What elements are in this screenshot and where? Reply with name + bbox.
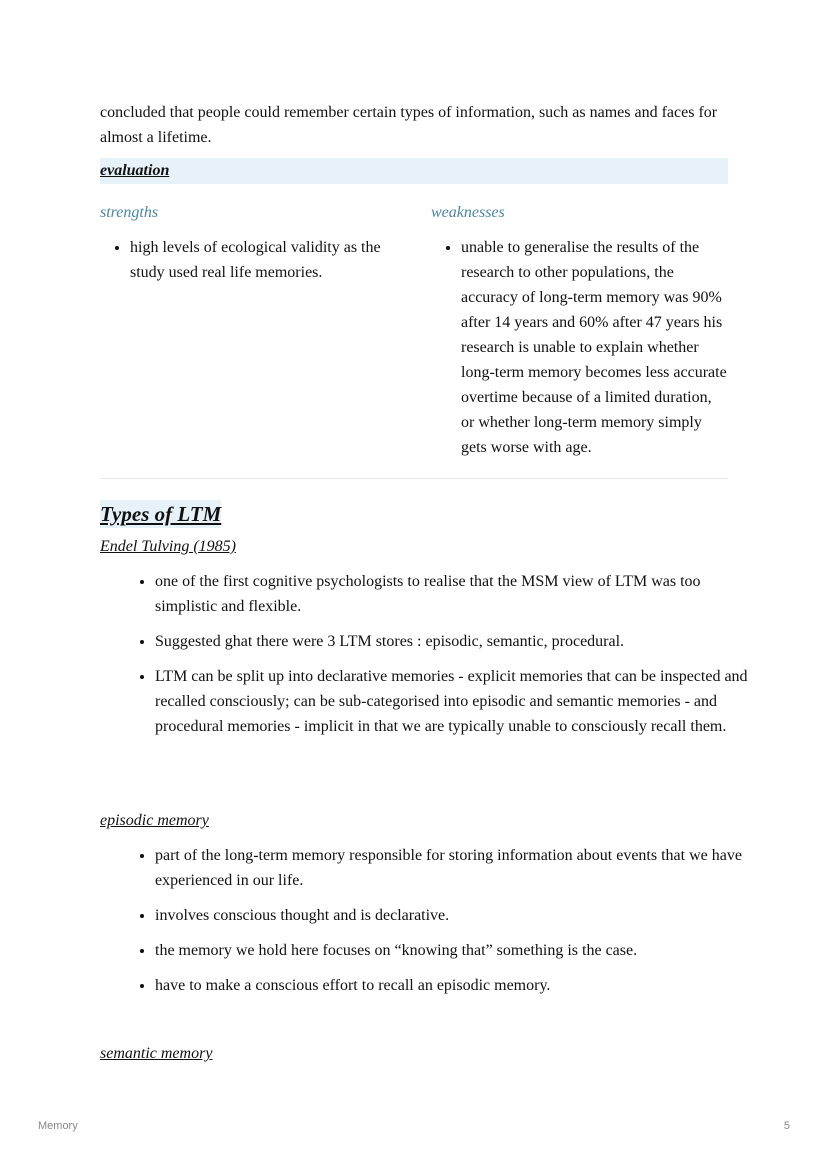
episodic-memory-heading: episodic memory <box>100 812 209 829</box>
page-number: 5 <box>783 1120 790 1132</box>
strengths-label: strengths <box>100 204 159 221</box>
weaknesses-label: weaknesses <box>431 204 505 221</box>
strengths-column <box>100 200 400 295</box>
semantic-memory-heading: semantic memory <box>100 1045 213 1062</box>
weaknesses-column <box>431 200 728 470</box>
list-item: • one of the first cognitive psychologists to realise that the MSM view of LTM was too simplistic and flexible. <box>155 569 758 619</box>
episodic-bullet-list <box>125 843 758 1008</box>
evaluation-heading: evaluation <box>100 162 170 179</box>
list-item: • involves conscious thought and is declarative. <box>155 903 758 928</box>
divider <box>100 478 728 479</box>
list-item: • LTM can be split up into declarative memories - explicit memories that can be inspected and recalled consciously; can be sub-categorised into episodic and semantic memories - and procedural memories - implicit in that we are typically unable to consciously recall them. <box>155 664 758 739</box>
tulving-subheading: Endel Tulving (1985) <box>100 538 236 555</box>
types-bullet-list <box>125 569 758 749</box>
types-of-ltm-heading: Types of LTM <box>100 502 222 526</box>
footer-title: Memory <box>38 1120 78 1132</box>
weakness-item: • unable to generalise the results of the research to other populations, the accuracy of long-term memory was 90% after 14 years and 60% after 47 years his research is unable to explain whether long-term memory becomes less accurate overtime because of a limited duration, or whether long-term memory simply gets worse with age. <box>461 235 728 460</box>
list-item: • Suggested ghat there were 3 LTM stores : episodic, semantic, procedural. <box>155 629 758 654</box>
strength-item: • high levels of ecological validity as the study used real life memories. <box>130 235 400 285</box>
list-item: • the memory we hold here focuses on “knowing that” something is the case. <box>155 938 758 963</box>
intro-paragraph: concluded that people could remember certain types of information, such as names and faces for almost a lifetime. <box>100 104 718 146</box>
list-item: • have to make a conscious effort to recall an episodic memory. <box>155 973 758 998</box>
evaluation-heading-bar <box>100 158 728 184</box>
list-item: • part of the long-term memory responsible for storing information about events that we have experienced in our life. <box>155 843 758 893</box>
